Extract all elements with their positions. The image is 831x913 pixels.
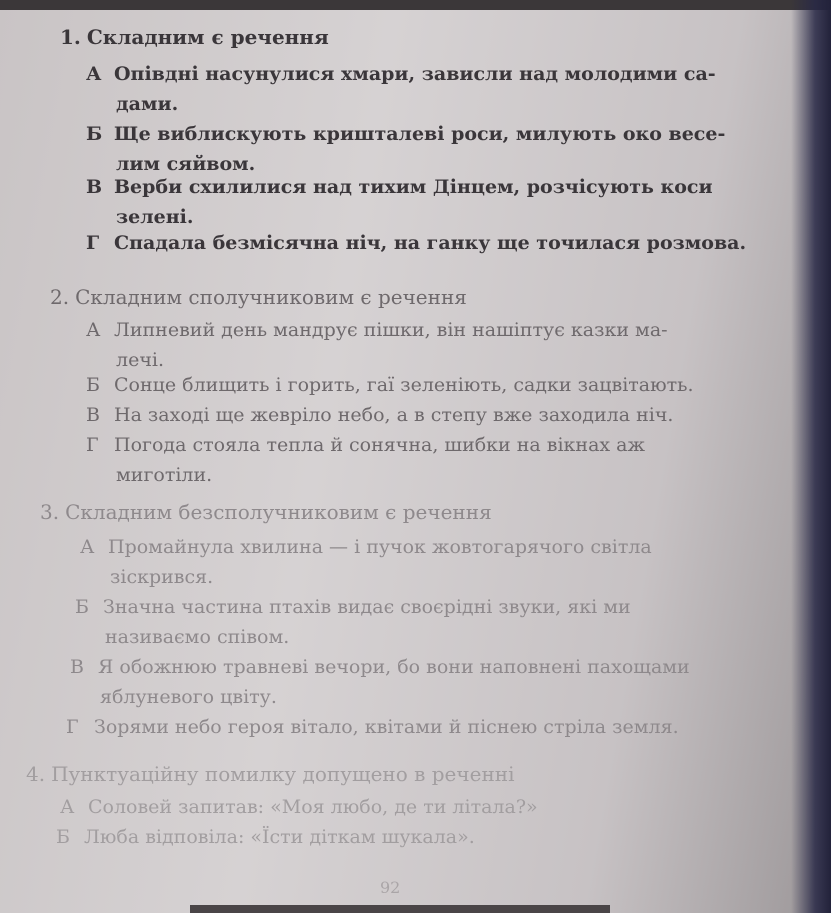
option-text-line1: Верби схилилися над тихим Дінцем, розчісують коси [114, 176, 713, 198]
question-1-text: Складним є речення [86, 25, 329, 49]
question-1-option-a [86, 59, 786, 119]
question-4-option-b [56, 822, 756, 852]
question-4-option-a [60, 792, 760, 822]
option-letter: Г [86, 232, 100, 254]
option-text-line1: На заході ще жевріло небо, а в степу вже заходила ніч. [114, 404, 674, 426]
question-2-option-d [86, 430, 786, 490]
option-text-line1: Спадала безмісячна ніч, на ганку ще точилася розмова. [114, 232, 747, 254]
question-2-title [50, 285, 467, 309]
option-text-line2: лечі. [116, 349, 164, 371]
question-4-text: Пунктуаційну помилку допущено в реченні [51, 762, 515, 786]
option-text-line2: дами. [116, 93, 179, 115]
option-text-line2: зелені. [116, 206, 194, 228]
question-3-option-d [66, 712, 786, 742]
option-letter: Б [56, 826, 70, 848]
option-letter: Б [86, 374, 100, 396]
page-bottom-edge [190, 905, 610, 913]
question-3-title [40, 500, 492, 524]
option-text-line1: Погода стояла тепла й сонячна, шибки на вікнах аж [114, 434, 645, 456]
question-2-option-b [86, 370, 786, 400]
page-number: 92 [380, 878, 401, 897]
option-letter: Г [66, 716, 79, 738]
question-3-option-c [70, 652, 790, 712]
question-2-text: Складним сполучниковим є речення [75, 285, 467, 309]
question-2-number: 2. [50, 285, 70, 309]
question-1-title [60, 25, 329, 49]
option-text-line1: Липневий день мандрує пішки, він нашіптує казки ма- [114, 319, 668, 341]
option-text-line2: зіскрився. [110, 566, 214, 588]
option-letter: Б [86, 123, 103, 145]
option-text-line2: миготіли. [116, 464, 213, 486]
question-1-option-b [86, 119, 786, 179]
option-letter: Г [86, 434, 99, 456]
question-3-option-b [75, 592, 775, 652]
page-right-shadow [791, 0, 831, 913]
question-4-number: 4. [26, 762, 46, 786]
question-3-number: 3. [40, 500, 60, 524]
option-text-line1: Зорями небо героя вітало, квітами й піснею стріла земля. [94, 716, 679, 738]
option-letter: В [70, 656, 84, 678]
option-text-line1: Опівдні насунулися хмари, зависли над молодими са- [114, 63, 716, 85]
question-3-text: Складним безсполучниковим є речення [65, 500, 492, 524]
option-letter: В [86, 404, 100, 426]
question-1-number: 1. [60, 25, 81, 49]
option-text-line2: яблуневого цвіту. [100, 686, 277, 708]
option-letter: В [86, 176, 103, 198]
option-text-line2: називаємо співом. [105, 626, 290, 648]
option-text-line1: Я обожнюю травневі вечори, бо вони наповнені пахощами [98, 656, 690, 678]
question-3-option-a [80, 532, 780, 592]
question-1-option-c [86, 172, 786, 232]
option-letter: А [60, 796, 75, 818]
question-2-option-c [86, 400, 786, 430]
option-text-line1: Ще виблискують кришталеві роси, милують око весе- [114, 123, 726, 145]
question-4-title [26, 762, 515, 786]
question-1-option-d [86, 228, 786, 258]
option-text-line1: Промайнула хвилина — і пучок жовтогарячого світла [108, 536, 652, 558]
option-text-line1: Значна частина птахів видає своєрідні звуки, які ми [103, 596, 631, 618]
option-text-line2: лим сяйвом. [116, 153, 256, 175]
option-letter: А [80, 536, 95, 558]
option-letter: А [86, 319, 101, 341]
question-2-option-a [86, 315, 786, 375]
option-text-line1: Сонце блищить і горить, гаї зеленіють, садки зацвітають. [114, 374, 694, 396]
option-text-line1: Соловей запитав: «Моя любо, де ти літала?» [88, 796, 538, 818]
option-letter: А [86, 63, 102, 85]
option-text-line1: Люба відповіла: «Їсти діткам шукала». [84, 826, 475, 848]
option-letter: Б [75, 596, 89, 618]
